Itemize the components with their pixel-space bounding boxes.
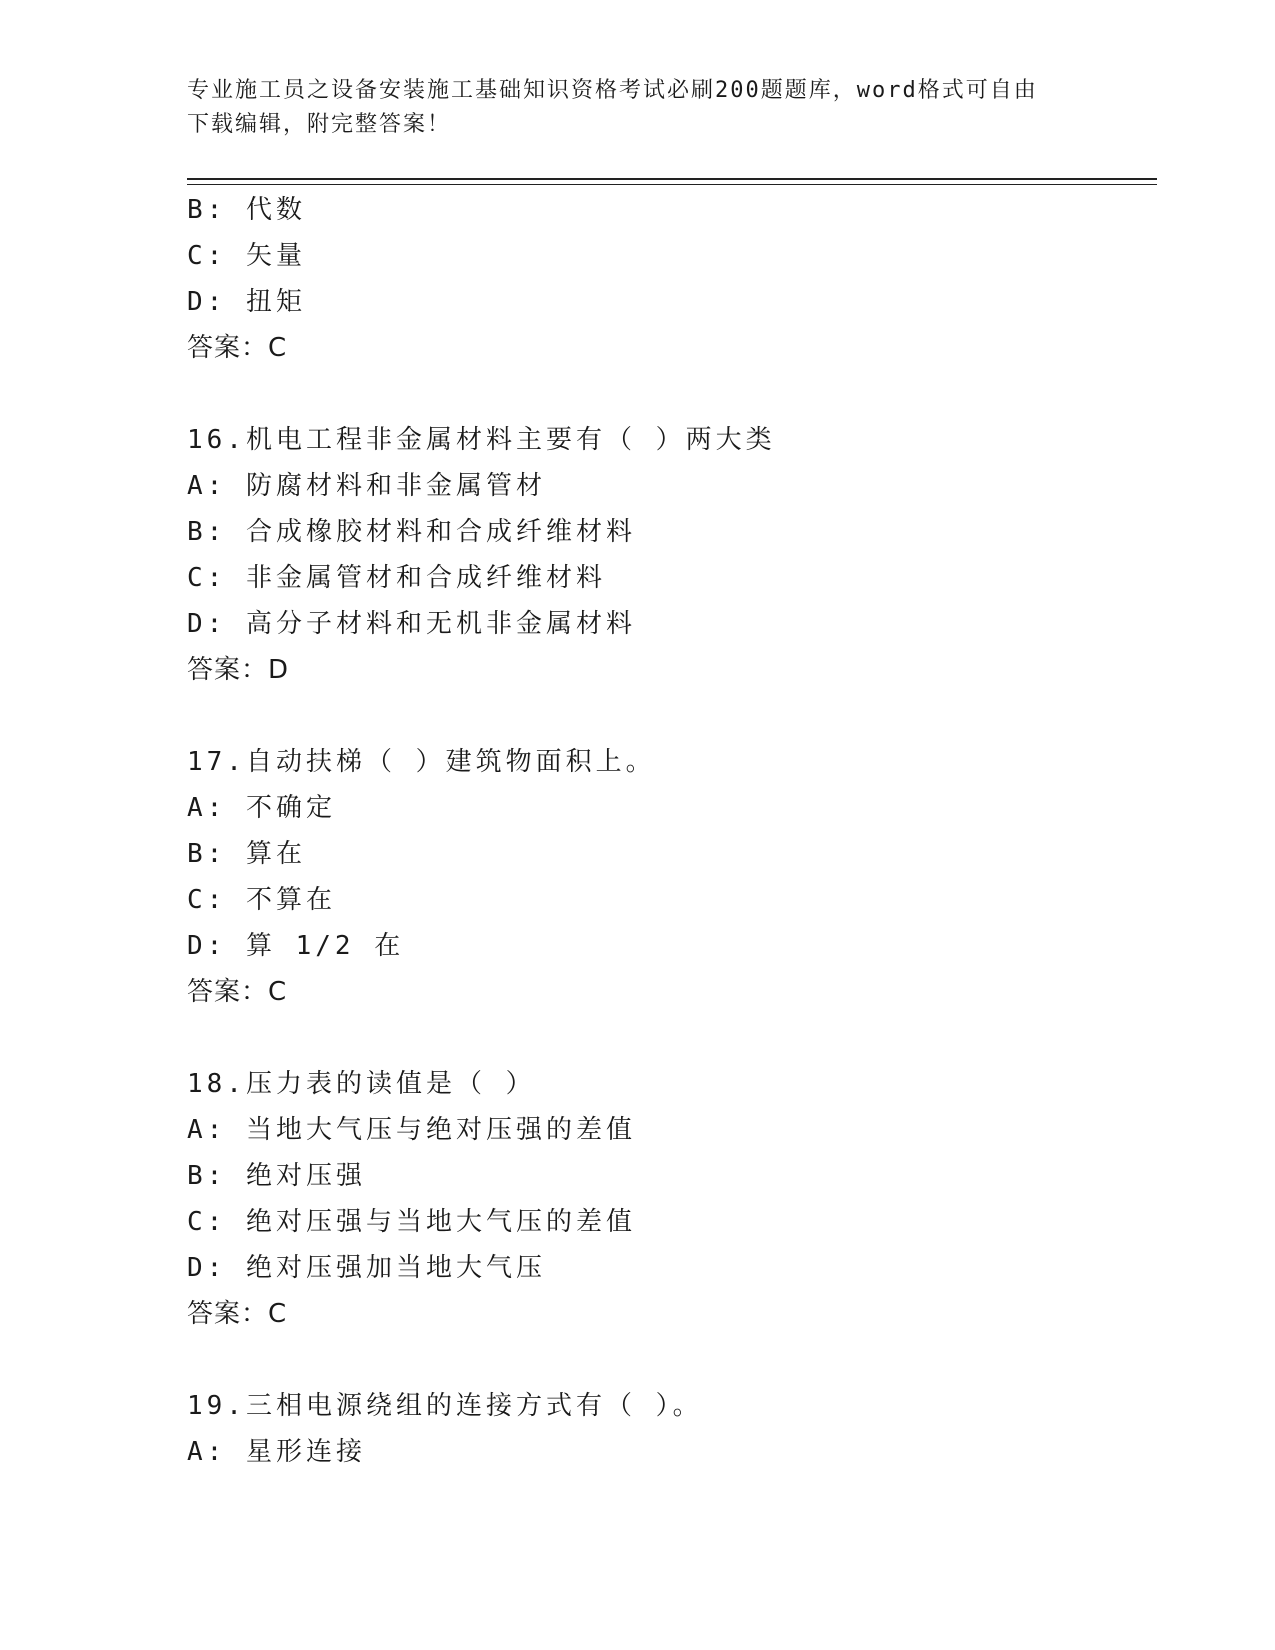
question-stem: 16.机电工程非金属材料主要有（ ）两大类 bbox=[187, 425, 776, 455]
spacer bbox=[187, 1337, 1157, 1383]
option-line: A: 当地大气压与绝对压强的差值 bbox=[187, 1115, 636, 1145]
option-line: A: 星形连接 bbox=[187, 1437, 366, 1467]
option-line: C: 绝对压强与当地大气压的差值 bbox=[187, 1207, 636, 1237]
header-line-1: 专业施工员之设备安装施工基础知识资格考试必刷200题题库，word格式可自由 bbox=[187, 78, 1038, 103]
spacer bbox=[187, 693, 1157, 739]
option-line: A: 不确定 bbox=[187, 793, 336, 823]
header-divider-thin bbox=[187, 184, 1157, 185]
option-line: D: 扭矩 bbox=[187, 287, 306, 317]
spacer bbox=[187, 371, 1157, 417]
option-line: C: 不算在 bbox=[187, 885, 336, 915]
option-line: C: 矢量 bbox=[187, 241, 306, 271]
option-line: B: 代数 bbox=[187, 195, 306, 225]
option-line: D: 算 1/2 在 bbox=[187, 931, 405, 961]
answer-line: 答案：C bbox=[187, 1299, 288, 1329]
spacer bbox=[187, 1015, 1157, 1061]
option-line: D: 绝对压强加当地大气压 bbox=[187, 1253, 546, 1283]
answer-line: 答案：C bbox=[187, 977, 288, 1007]
question-stem: 17.自动扶梯（ ）建筑物面积上。 bbox=[187, 747, 656, 777]
header-line-2: 下载编辑，附完整答案！ bbox=[187, 112, 452, 137]
option-line: D: 高分子材料和无机非金属材料 bbox=[187, 609, 636, 639]
option-line: B: 算在 bbox=[187, 839, 306, 869]
option-line: A: 防腐材料和非金属管材 bbox=[187, 471, 546, 501]
document-header bbox=[187, 74, 1067, 142]
option-line: B: 合成橡胶材料和合成纤维材料 bbox=[187, 517, 636, 547]
question-stem: 19.三相电源绕组的连接方式有（ ）。 bbox=[187, 1391, 703, 1421]
question-stem: 18.压力表的读值是（ ） bbox=[187, 1069, 536, 1099]
answer-line: 答案：C bbox=[187, 333, 288, 363]
option-line: B: 绝对压强 bbox=[187, 1161, 366, 1191]
answer-line: 答案：D bbox=[187, 655, 290, 685]
question-list bbox=[187, 187, 1157, 1475]
header-divider-thick bbox=[187, 178, 1157, 180]
option-line: C: 非金属管材和合成纤维材料 bbox=[187, 563, 606, 593]
